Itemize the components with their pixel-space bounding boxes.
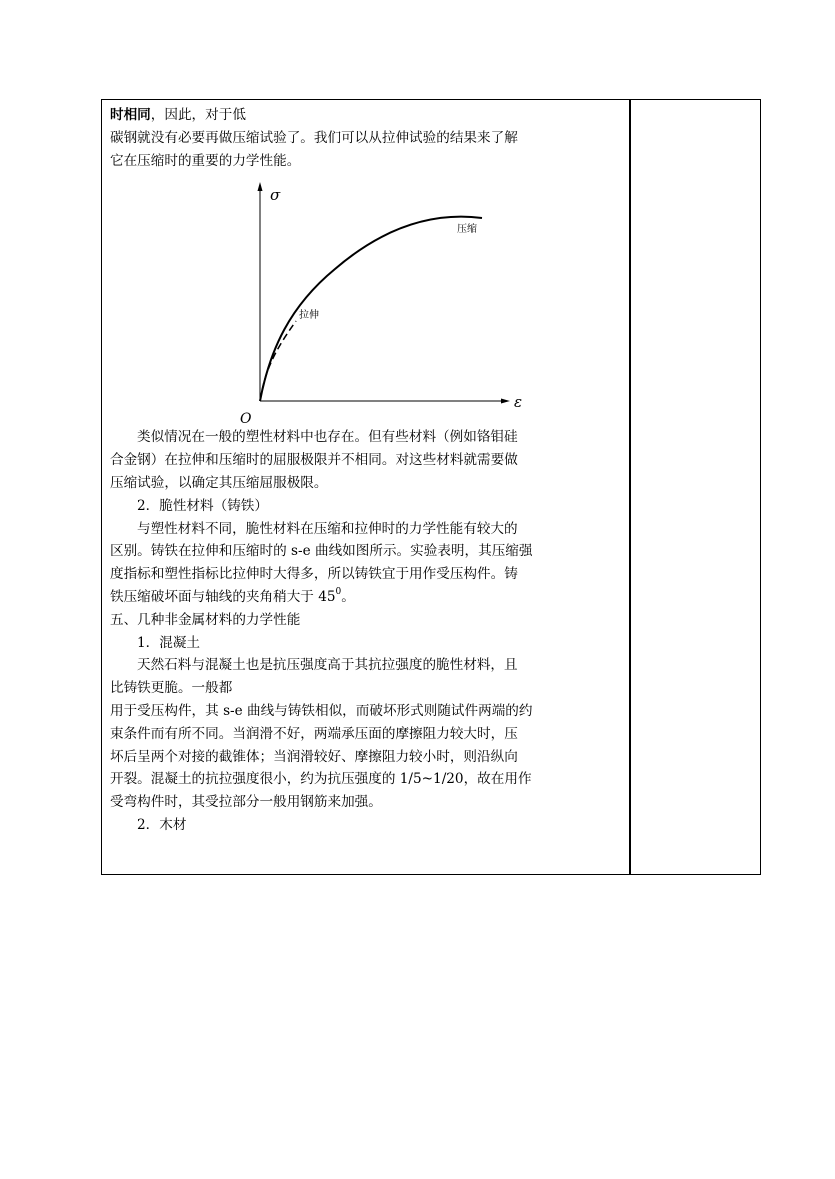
y-axis-arrow-icon <box>258 182 263 191</box>
paragraph-line: 合金钢）在拉伸和压缩时的屈服极限并不相同。对这些材料就需要做 <box>110 452 518 469</box>
content-cell <box>110 104 622 837</box>
tension-label: 拉伸 <box>299 310 319 322</box>
x-axis-label: ε <box>514 393 523 412</box>
paragraph-line: 它在压缩时的重要的力学性能。 <box>110 152 301 169</box>
paragraph-line: 时相同，因此，对于低 <box>110 107 246 123</box>
tension-curve <box>260 321 296 401</box>
paragraph-line: 用于受压构件，其 s-e 曲线与铸铁相似，而破坏形式则随试件两端的约 <box>110 702 533 719</box>
paragraph-line: 度指标和塑性指标比拉伸时大得多，所以铸铁宜于用作受压构件。铸 <box>110 566 518 583</box>
paragraph-line: 类似情况在一般的塑性材料中也存在。但有些材料（例如铬钼硅 <box>137 429 518 446</box>
section-heading: 五、几种非金属材料的力学性能 <box>110 611 301 628</box>
paragraph-line: 区别。铸铁在拉伸和压缩时的 s-e 曲线如图所示。实验表明，其压缩强 <box>110 543 533 560</box>
paragraph-line: 与塑性材料不同，脆性材料在压缩和拉伸时的力学性能有较大的 <box>137 520 518 537</box>
paragraph-line: 开裂。混凝土的抗拉强度很小，约为抗压强度的 1/5~1/20，故在用作 <box>110 771 532 788</box>
subheading-wood: 2．木材 <box>137 816 187 833</box>
compression-curve <box>260 217 482 401</box>
compression-label: 压缩 <box>457 224 477 236</box>
paragraph-line: 压缩试验，以确定其压缩屈服极限。 <box>110 474 328 491</box>
paragraph-line: 坏后呈两个对接的截锥体；当润滑较好、摩擦阻力较小时，则沿纵向 <box>110 748 518 765</box>
subheading-concrete: 1．混凝土 <box>137 634 201 651</box>
x-axis-arrow-icon <box>501 399 510 404</box>
paragraph-line: 天然石料与混凝土也是抗压强度高于其抗拉强度的脆性材料，且 <box>137 657 518 674</box>
stress-strain-figure <box>110 174 622 426</box>
y-axis-label: σ <box>270 186 281 205</box>
subheading-brittle: 2．脆性材料（铸铁） <box>137 497 268 514</box>
origin-label: O <box>240 411 252 427</box>
bold-phrase: 时相同 <box>110 107 151 123</box>
lesson-table <box>101 99 761 875</box>
paragraph-line: 受弯构件时，其受拉部分一般用钢筋来加强。 <box>110 794 382 811</box>
paragraph-line: 铁压缩破坏面与轴线的夹角稍大于 $45^0$。 <box>110 587 355 605</box>
column-divider <box>629 100 631 874</box>
paragraph-line: 束条件而有所不同。当润滑不好，两端承压面的摩擦阻力较大时，压 <box>110 725 518 742</box>
paragraph-line: 比铸铁更脆。一般都 <box>110 680 233 697</box>
stress-strain-diagram <box>110 174 622 426</box>
paragraph-line: 碳钢就没有必要再做压缩试验了。我们可以从拉伸试验的结果来了解 <box>110 129 518 146</box>
